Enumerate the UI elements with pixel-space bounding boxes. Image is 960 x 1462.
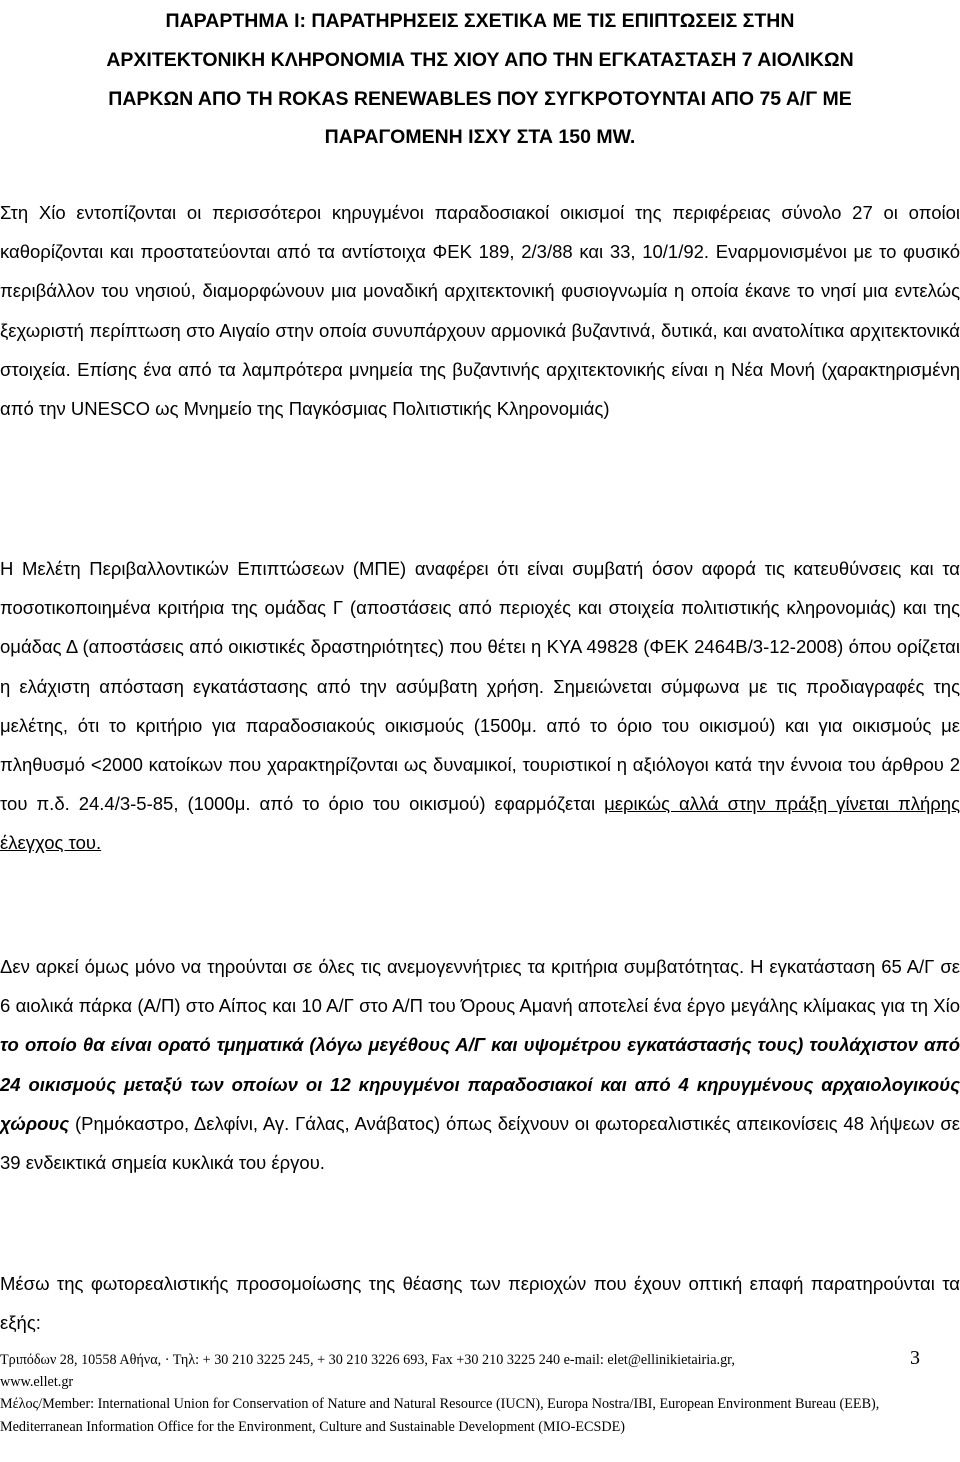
footer-website-link[interactable]: www.ellet.gr — [0, 1374, 74, 1391]
underlined-statement: μερικώς αλλά στην πράξη γίνεται πλήρης έλεγχος του. — [0, 793, 960, 854]
page-footer — [0, 1349, 960, 1438]
footer-contact-line: Τριπόδων 28, 10558 Αθήνα, · Τηλ: + 30 210 3225 245, + 30 210 3226 693, Fax +30 210 3225 240 e-mail: elet@ellinikietairia.gr, — [0, 1352, 735, 1368]
emphasized-visibility-statement: το οποίο θα είναι ορατό τμηματικά (λόγω μεγέθους Α/Γ και υψομέτρου εγκατάστασής τους) τουλάχιστον από 24 οικισμούς μεταξύ των οποίων οι 12 κηρυγμένοι παραδοσιακοί και από 4 κηρυγμένους αρχαιολογικούς χώρους — [0, 1034, 960, 1134]
paragraph-heritage-intro: Στη Χίο εντοπίζονται οι περισσότεροι κηρυγμένοι παραδοσιακοί οικισμοί της περιφέρειας σύνολο 27 οι οποίοι καθορίζονται και προστατεύονται από τα αντίστοιχα ΦΕΚ 189, 2/3/88 και 33, 10/1/92. Εναρμονισμένοι με το φυσικό περιβάλλον του νησιού, διαμορφώνουν μια μοναδική αρχιτεκτονική φυσιογνωμία η οποία έκανε το νησί μια εντελώς ξεχωριστή περίπτωση στο Αιγαίο στην οποία συνυπάρχουν αρμονικά βυζαντινά, δυτικά, και ανατολίτικα αρχιτεκτονικά στοιχεία. Επίσης ένα από τα λαμπρότερα μνημεία της βυζαντινής αρχιτεκτονικής είναι η Νέα Μονή (χαρακτηρισμένη από την UNESCO ως Μνημείο της Παγκόσμιας Πολιτιστικής Κληρονομιάς) — [0, 202, 960, 420]
title-line-2: ΑΡΧΙΤΕΚΤΟΝΙΚΗ ΚΛΗΡΟΝΟΜΙΑ ΤΗΣ ΧΙΟΥ ΑΠΟ ΤΗΝ ΕΓΚΑΤΑΣΤΑΣΗ 7 ΑΙΟΛΙΚΩΝ — [106, 48, 854, 71]
paragraph-visibility-text-b: (Ρημόκαστρο, Δελφίνι, Αγ. Γάλας, Ανάβατος) όπως δείχνουν οι φωτορεαλιστικές απεικονίσεις 48 λήψεων σε 39 ενδεικτικά σημεία κυκλικά του έργου. — [0, 1112, 960, 1174]
paragraph-impact-study — [0, 549, 960, 863]
title-line-3: ΠΑΡΚΩΝ ΑΠΟ ΤΗ ROKAS RENEWABLES ΠΟΥ ΣΥΓΚΡΟΤΟΥΝΤΑΙ ΑΠΟ 75 Α/Γ ΜΕ — [108, 87, 852, 110]
paragraph-simulation: Μέσω της φωτορεαλιστικής προσομοίωσης της θέασης των περιοχών που έχουν οπτική επαφή παρατηρούνται τα εξής: — [0, 1273, 960, 1334]
paragraph-impact-study-text: Η Μελέτη Περιβαλλοντικών Επιπτώσεων (ΜΠΕ) αναφέρει ότι είναι συμβατή όσον αφορά τις κατευθύνσεις και τα ποσοτικοποιημένα κριτήρια της ομάδας Γ (αποστάσεις από περιοχές και στοιχεία πολιτιστικής κληρονομιάς) και της ομάδας Δ (αποστάσεις από οικιστικές δραστηριότητες) που θέτει η ΚΥΑ 49828 (ΦΕΚ 2464Β/3-12-2008) όπου ορίζεται η ελάχιστη απόσταση εγκατάστασης από την ασύμβατη χρήση. Σημειώνεται σύμφωνα με τις προδιαγραφές της μελέτης, ότι το κριτήριο για παραδοσιακούς οικισμούς (1500μ. από το όριο του οικισμού) και για οικισμούς με πληθυσμό <2000 κατοίκων που χαρακτηρίζονται ως δυναμικοί, τουριστικοί η αξιόλογοι κατά την έννοια του άρθρου 2 του π.δ. 24.4/3-5-85, (1000μ. από το όριο του οικισμού) εφαρμόζεται — [0, 558, 960, 815]
paragraph-visibility — [0, 947, 960, 1182]
title-line-1: ΠΑΡΑΡΤΗΜΑ Ι: ΠΑΡΑΤΗΡΗΣΕΙΣ ΣΧΕΤΙΚΑ ΜΕ ΤΙΣ ΕΠΙΠΤΩΣΕΙΣ ΣΤΗΝ — [165, 10, 795, 32]
page-number: 3 — [910, 1347, 920, 1369]
title-line-4: ΠΑΡΑΓΟΜΕΝΗ ΙΣΧΥ ΣΤΑ 150 MW. — [324, 126, 636, 149]
footer-membership: Μέλος/Member: International Union for Conservation of Nature and Natural Resource (IUCN), Europa Nostra/IBI, European Environment Bureau (EEB), Mediterranean Information Office for the Environment, Culture and Sustainable Development (MIO-ECSDE) — [0, 1396, 880, 1435]
document-title — [0, 2, 960, 157]
paragraph-visibility-text-a: Δεν αρκεί όμως μόνο να τηρούνται σε όλες τις ανεμογεννήτριες τα κριτήρια συμβατότητας. Η εγκατάσταση 65 Α/Γ σε 6 αιολικά πάρκα (Α/Π) στο Αίπος και 10 Α/Γ στο Α/Π του Όρους Αμανή αποτελεί ένα έργο μεγάλης κλίμακας για τη Χίο — [0, 956, 960, 1017]
